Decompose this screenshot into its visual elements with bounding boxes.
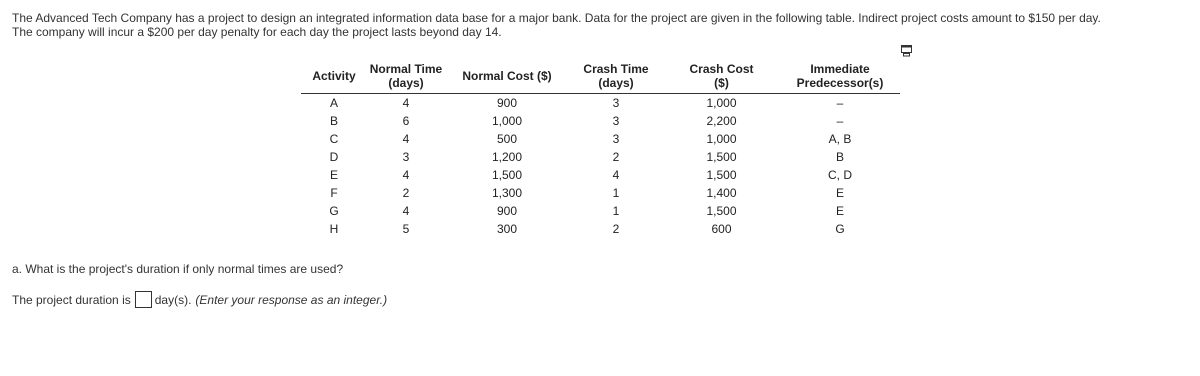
cell-crash-time: 2	[612, 150, 620, 164]
project-data-table	[301, 58, 900, 238]
header-activity: Activity	[301, 58, 367, 94]
cell-normal-cost: 1,300	[491, 186, 523, 200]
cell-activity: H	[329, 222, 339, 236]
cell-normal-time: 4	[402, 132, 410, 146]
cell-predecessors: B	[835, 150, 844, 164]
cell-activity: B	[329, 114, 338, 128]
cell-crash-time: 3	[612, 114, 620, 128]
table-row	[301, 130, 900, 148]
answer-prefix: The project duration is	[12, 292, 131, 307]
cell-activity: F	[330, 186, 338, 200]
table-header-row	[301, 58, 900, 94]
cell-predecessors: C, D	[828, 168, 852, 182]
cell-activity: A	[329, 96, 338, 110]
cell-normal-time: 5	[402, 222, 410, 236]
cell-crash-time: 1	[612, 204, 620, 218]
cell-normal-time: 2	[402, 186, 410, 200]
cell-normal-cost: 900	[496, 204, 518, 218]
header-normal-cost: Normal Cost ($)	[445, 58, 569, 94]
table-row	[301, 202, 900, 220]
question-a: a. What is the project's duration if only normal times are used?	[12, 262, 344, 276]
header-crash-cost: Crash Cost ($)	[663, 58, 780, 94]
problem-line-1: The Advanced Tech Company has a project to design an integrated information data base for a major bank. Data for the project are given in the following table. Indirect project costs amount to $150 per day.	[12, 11, 1101, 25]
cell-activity: C	[329, 132, 339, 146]
header-predecessors: Immediate Predecessor(s)	[780, 58, 900, 94]
cell-crash-cost: 2,200	[706, 114, 737, 128]
answer-line	[12, 291, 387, 308]
cell-activity: G	[329, 204, 339, 218]
cell-predecessors: A, B	[828, 132, 852, 146]
cell-normal-cost: 500	[496, 132, 518, 146]
cell-predecessors: –	[836, 96, 844, 110]
cell-crash-cost: 1,000	[706, 96, 737, 110]
table-row	[301, 94, 900, 113]
cell-normal-cost: 1,500	[491, 168, 523, 182]
cell-crash-time: 2	[612, 222, 620, 236]
duration-answer-input[interactable]	[135, 291, 152, 308]
cell-activity: E	[329, 168, 338, 182]
problem-statement	[12, 11, 1192, 39]
answer-suffix: day(s).	[154, 292, 192, 307]
cell-predecessors: G	[835, 222, 845, 236]
cell-normal-cost: 1,200	[491, 150, 523, 164]
cell-crash-cost: 1,000	[706, 132, 737, 146]
table-row	[301, 148, 900, 166]
cell-crash-cost: 1,500	[706, 168, 737, 182]
cell-crash-time: 3	[612, 132, 620, 146]
cell-crash-cost: 1,500	[706, 150, 737, 164]
cell-crash-cost: 1,500	[706, 204, 737, 218]
table-row	[301, 166, 900, 184]
cell-normal-time: 6	[402, 114, 410, 128]
cell-normal-time: 4	[402, 168, 410, 182]
copy-to-clipboard-icon[interactable]	[900, 45, 914, 57]
cell-normal-time: 4	[402, 96, 410, 110]
cell-crash-time: 3	[612, 96, 620, 110]
header-crash-time: Crash Time (days)	[569, 58, 663, 94]
cell-predecessors: E	[835, 204, 844, 218]
problem-line-2: The company will incur a $200 per day penalty for each day the project lasts beyond day 14.	[12, 25, 502, 39]
cell-crash-cost: 1,400	[706, 186, 737, 200]
cell-crash-cost: 600	[711, 222, 732, 236]
cell-normal-cost: 1,000	[491, 114, 523, 128]
table-row	[301, 184, 900, 202]
table-row	[301, 220, 900, 238]
cell-normal-cost: 300	[496, 222, 518, 236]
table-row	[301, 112, 900, 130]
cell-crash-time: 4	[612, 168, 620, 182]
answer-hint: (Enter your response as an integer.)	[195, 292, 388, 307]
cell-predecessors: –	[836, 114, 844, 128]
cell-normal-time: 4	[402, 204, 410, 218]
cell-crash-time: 1	[612, 186, 620, 200]
header-normal-time: Normal Time (days)	[367, 58, 445, 94]
cell-normal-cost: 900	[496, 96, 518, 110]
cell-normal-time: 3	[402, 150, 410, 164]
cell-predecessors: E	[835, 186, 844, 200]
cell-activity: D	[329, 150, 339, 164]
